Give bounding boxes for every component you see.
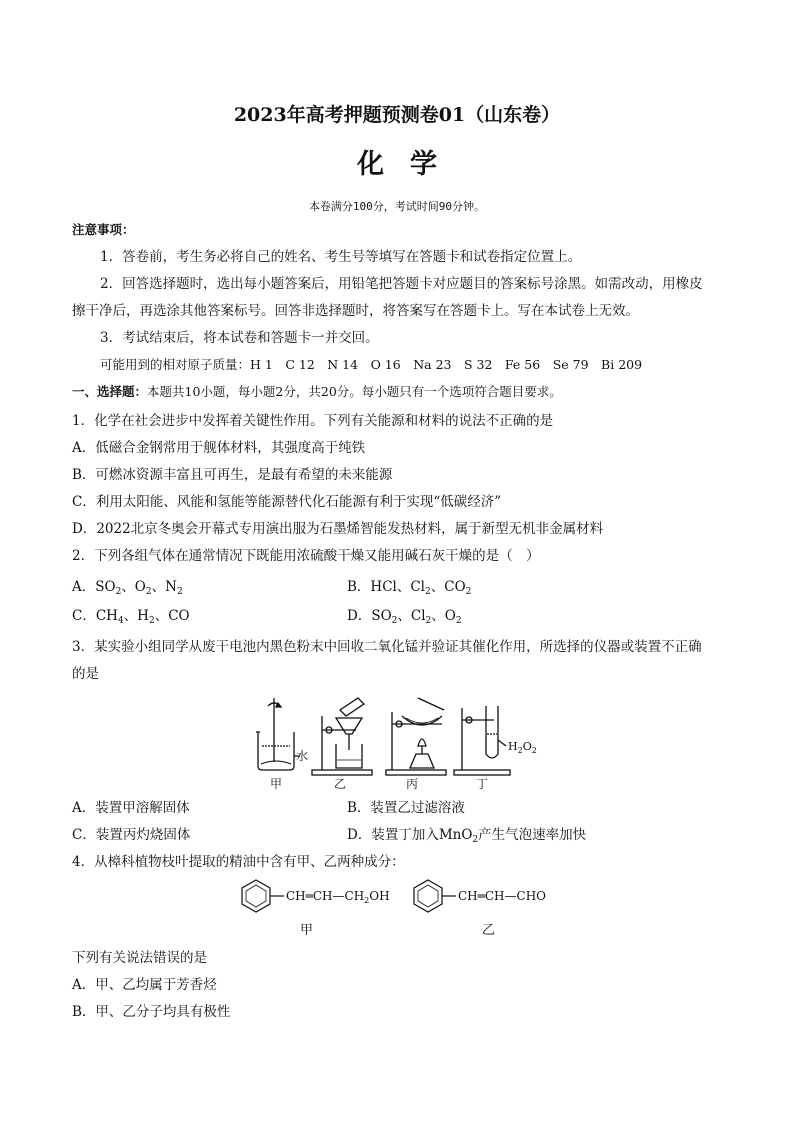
q2-option-c: C．$CH_4$、$H_2$、CO xyxy=(72,608,190,626)
page-title: 2023年高考押题预测卷01（山东卷） xyxy=(233,104,561,126)
label-water: 水 xyxy=(296,749,309,763)
label-jia: 甲 xyxy=(270,777,283,791)
q1-option-c: C．利用太阳能、风能和氢能等能源替代化石能源有利于实现“低碳经济” xyxy=(72,494,502,510)
instructions-heading: 注意事项： xyxy=(72,222,135,237)
apparatus-figure xyxy=(250,694,570,794)
instruction-item-2-line2: 擦干净后，再选涂其他答案标号。回答非选择题时，将答案写在答题卡上。写在本试卷上无效。 xyxy=(72,303,639,319)
instruction-item-1: 1．答卷前，考生务必将自己的姓名、考生号等填写在答题卡和试卷指定位置上。 xyxy=(100,249,582,265)
label-jia-structure: 甲 xyxy=(300,923,314,938)
q2-stem: 2．下列各组气体在通常情况下既能用浓硫酸干燥又能用碱石灰干燥的是（ ） xyxy=(72,548,540,564)
subject-title: 化学 xyxy=(357,149,463,180)
q2-option-b: B．HCl、$Cl_2$、$CO_2$ xyxy=(347,579,472,597)
q4-option-b: B．甲、乙分子均具有极性 xyxy=(72,1004,231,1020)
q1-option-a: A．低磁合金钢常用于舰体材料，其强度高于纯铁 xyxy=(72,440,366,456)
q4-stem: 4．从樟科植物枝叶提取的精油中含有甲、乙两种成分： xyxy=(72,854,405,870)
section-1-heading xyxy=(72,384,562,400)
q4-option-a: A．甲、乙均属于芳香烃 xyxy=(72,977,217,993)
label-yi: 乙 xyxy=(334,777,347,791)
label-h2o2: $H_2O_2$ xyxy=(508,740,537,755)
instruction-item-2-line1: 2．回答选择题时，选出每小题答案后，用铅笔把答题卡对应题目的答案标号涂黑。如需改动，用橡皮 xyxy=(100,276,703,292)
q1-stem: 1．化学在社会进步中发挥着关键性作用。下列有关能源和材料的说法不正确的是 xyxy=(72,413,554,429)
formula-yi: CH═CH—CHO xyxy=(458,889,547,903)
label-yi-structure: 乙 xyxy=(482,923,496,938)
q3-stem-line1: 3．某实验小组同学从废干电池内黑色粉末中回收二氧化锰并验证其催化作用，所选择的仪器或装置不正确 xyxy=(72,639,702,655)
q2-option-a: A．$SO_2$、$O_2$、$N_2$ xyxy=(72,579,183,597)
heating-apparatus xyxy=(386,698,446,775)
q1-option-b: B．可燃冰资源丰富且可再生，是最有希望的未来能源 xyxy=(72,467,393,483)
q3-stem-line2: 的是 xyxy=(72,666,99,682)
label-ding: 丁 xyxy=(476,777,489,791)
atomic-mass-line: 可能用到的相对原子质量：H 1 C 12 N 14 O 16 Na 23 S 32 Fe 56 Se 79 Bi 209 xyxy=(100,357,643,372)
benzene-ring-jia xyxy=(242,880,284,912)
q4-question: 下列有关说法错误的是 xyxy=(72,950,207,966)
label-bing: 丙 xyxy=(406,777,419,791)
q3-option-c: C．装置丙灼烧固体 xyxy=(72,827,191,843)
filtration-apparatus xyxy=(312,698,372,775)
instruction-item-3: 3．考试结束后，将本试卷和答题卡一并交回。 xyxy=(100,330,379,346)
q2-option-d: D．$SO_2$、$Cl_2$、$O_2$ xyxy=(347,608,462,626)
section-1-heading-rest: 本题共10小题，每小题2分，共20分。每小题只有一个选项符合题目要求。 xyxy=(147,384,562,399)
test-tube-apparatus xyxy=(454,706,510,775)
q3-option-d: D．装置丁加入MnO$_2$产生气泡速率加快 xyxy=(347,827,587,845)
q3-option-b: B．装置乙过滤溶液 xyxy=(347,800,465,816)
exam-note: 本卷满分100分，考试时间90分钟。 xyxy=(308,200,486,213)
formula-jia: $CH═CH—CH_2OH$ xyxy=(286,889,390,905)
beaker-stirring-apparatus xyxy=(256,698,300,770)
q3-option-a: A．装置甲溶解固体 xyxy=(72,800,190,816)
section-1-heading-bold: 一、选择题： xyxy=(72,384,148,399)
structure-figure xyxy=(236,876,566,942)
benzene-ring-yi xyxy=(414,880,456,912)
q1-option-d: D．2022北京冬奥会开幕式专用演出服为石墨烯智能发热材料，属于新型无机非金属材料 xyxy=(72,521,604,537)
